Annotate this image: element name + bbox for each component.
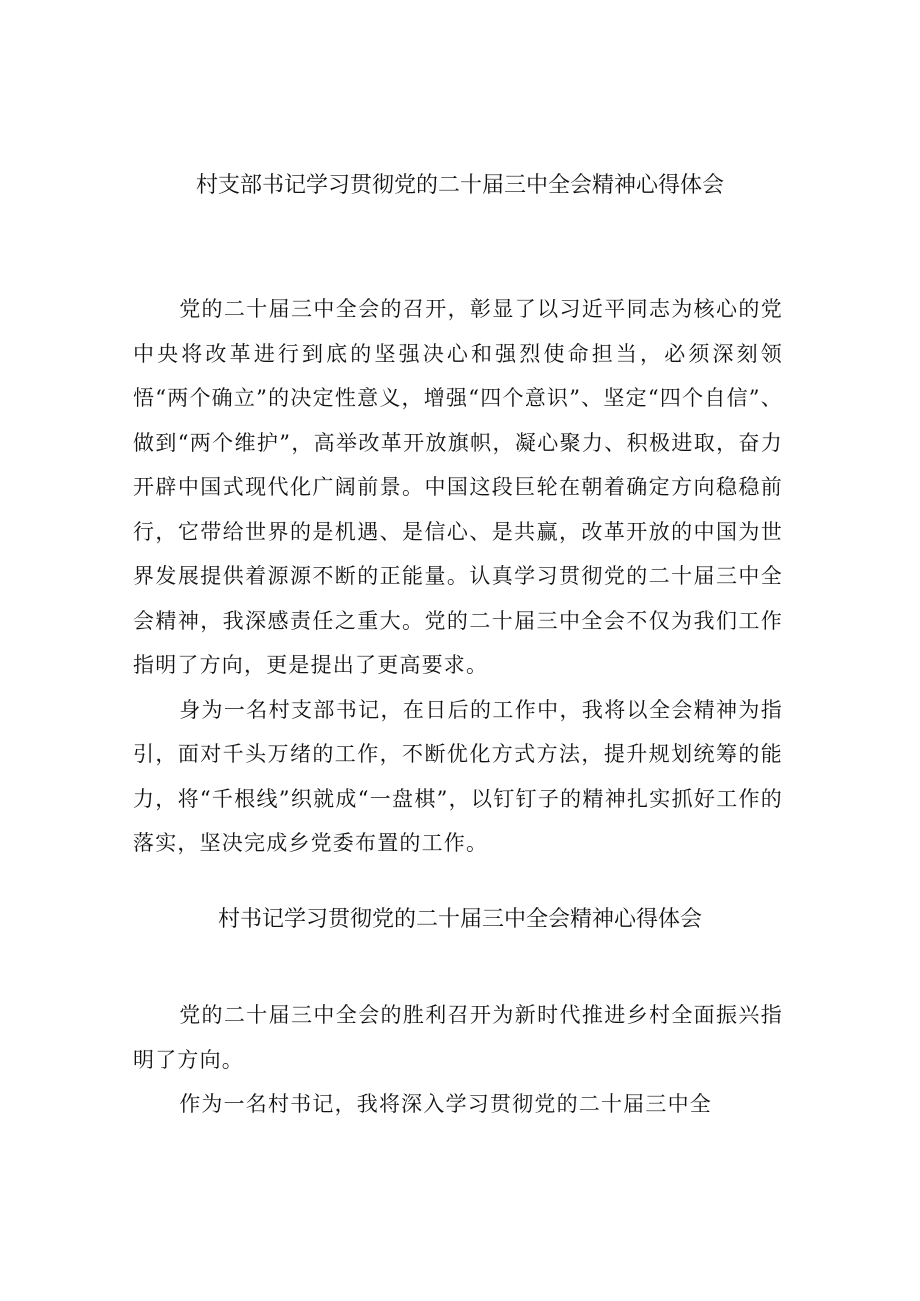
section-2-title: 村书记学习贯彻党的二十届三中全会精神心得体会 bbox=[217, 907, 702, 932]
section-2-body bbox=[133, 993, 783, 1127]
paragraph: 身为一名村支部书记，在日后的工作中，我将以全会精神为指引，面对千头万绪的工作，不断优化方式方法，提升规划统筹的能力，将“千根线”织就成“一盘棋”，以钉钉子的精神扎实抓好工作的落实，坚决完成乡党委布置的工作。 bbox=[133, 697, 783, 855]
document-title: 村支部书记学习贯彻党的二十届三中全会精神心得体会 bbox=[195, 173, 724, 198]
paragraph: 党的二十届三中全会的胜利召开为新时代推进乡村全面振兴指明了方向。 bbox=[133, 1003, 783, 1072]
section-1-body bbox=[133, 287, 783, 866]
paragraph: 党的二十届三中全会的召开，彰显了以习近平同志为核心的党中央将改革进行到底的坚强决心和强烈使命担当，必须深刻领悟“两个确立”的决定性意义，增强“四个意识”、坚定“四个自信”、做到“两个维护”，高举改革开放旗帜，凝心聚力、积极进取，奋力开辟中国式现代化广阔前景。中国这段巨轮在朝着确定方向稳稳前行，它带给世界的是机遇、是信心、是共赢，改革开放的中国为世界发展提供着源源不断的正能量。认真学习贯彻党的二十届三中全会精神，我深感责任之重大。党的二十届三中全会不仅为我们工作指明了方向，更是提出了更高要求。 bbox=[133, 297, 783, 677]
paragraph: 作为一名村书记，我将深入学习贯彻党的二十届三中全 bbox=[179, 1092, 712, 1116]
